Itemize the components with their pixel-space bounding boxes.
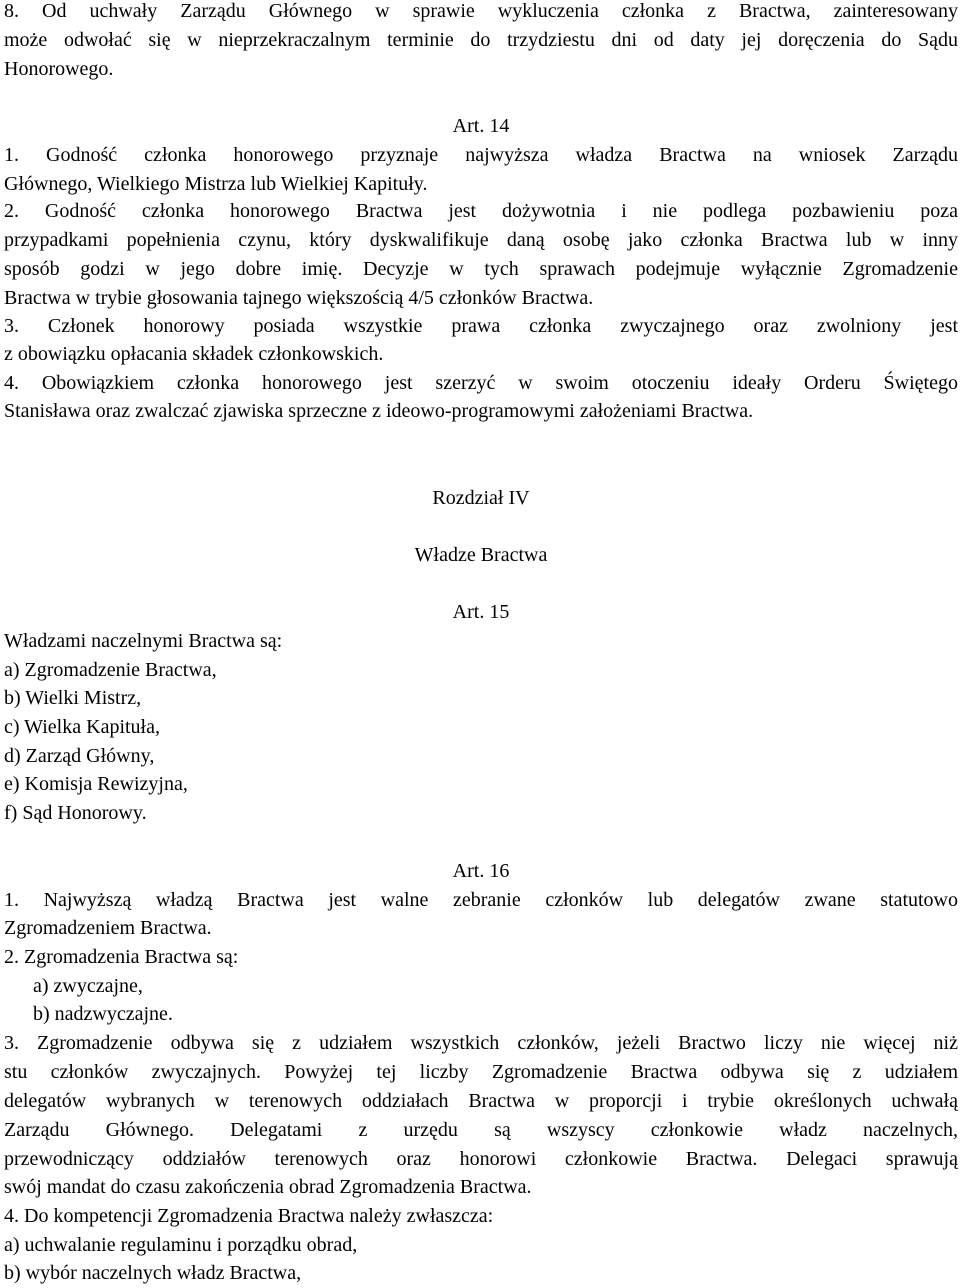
chapter-number: Rozdział IV bbox=[432, 487, 530, 509]
art13-para8-line2: może odwołać się w nieprzekraczalnym terminie do trzydziestu dni od daty jej doręczenia do Sądu bbox=[4, 29, 958, 51]
art16-line: Zgromadzeniem Bractwa. bbox=[4, 917, 212, 939]
art13-para8-line1: 8. Od uchwały Zarządu Głównego w sprawie wykluczenia członka z Bractwa, zainteresowany bbox=[4, 0, 958, 22]
art16-line: 4. Do kompetencji Zgromadzenia Bractwa należy zwłaszcza: bbox=[4, 1205, 494, 1227]
art14-line: 3. Członek honorowy posiada wszystkie prawa członka zwyczajnego oraz zwolniony jest bbox=[4, 315, 958, 337]
art16-list-item: a) uchwalanie regulaminu i porządku obrad, bbox=[4, 1234, 358, 1256]
art16-list-item: b) nadzwyczajne. bbox=[33, 1003, 173, 1025]
art15-list-item: d) Zarząd Główny, bbox=[4, 745, 155, 767]
art14-line: Głównego, Wielkiego Mistrza lub Wielkiej Kapituły. bbox=[4, 173, 428, 195]
art15-list-item: f) Sąd Honorowy. bbox=[4, 802, 147, 824]
art16-line: przewodniczący oddziałów terenowych oraz honorowi członkowie Bractwa. Delegaci sprawują bbox=[4, 1148, 958, 1170]
art14-heading: Art. 14 bbox=[452, 115, 510, 137]
art14-line: 1. Godność członka honorowego przyznaje najwyższa władza Bractwa na wniosek Zarządu bbox=[4, 144, 958, 166]
art15-list-item: c) Wielka Kapituła, bbox=[4, 716, 160, 738]
art15-line: Władzami naczelnymi Bractwa są: bbox=[4, 630, 283, 652]
art14-line: Bractwa w trybie głosowania tajnego większością 4/5 członków Bractwa. bbox=[4, 287, 594, 309]
art16-line: 3. Zgromadzenie odbywa się z udziałem wszystkich członków, jeżeli Bractwo liczy nie więcej niż bbox=[4, 1032, 958, 1054]
art15-list-item: b) Wielki Mistrz, bbox=[4, 687, 142, 709]
art16-line: swój mandat do czasu zakończenia obrad Zgromadzenia Bractwa. bbox=[4, 1176, 532, 1198]
art15-list-item: a) Zgromadzenie Bractwa, bbox=[4, 659, 217, 681]
art16-heading: Art. 16 bbox=[452, 860, 510, 882]
art14-line: 4. Obowiązkiem członka honorowego jest szerzyć w swoim otoczeniu ideały Orderu Świętego bbox=[4, 372, 958, 394]
art16-list-item: a) zwyczajne, bbox=[33, 975, 143, 997]
art14-line: przypadkami popełnienia czynu, który dyskwalifikuje daną osobę jako członka Bractwa lub w inny bbox=[4, 229, 958, 251]
art16-line: 1. Najwyższą władzą Bractwa jest walne zebranie członków lub delegatów zwane statutowo bbox=[4, 889, 958, 911]
art14-line: z obowiązku opłacania składek członkowskich. bbox=[4, 343, 384, 365]
art15-list-item: e) Komisja Rewizyjna, bbox=[4, 773, 188, 795]
art16-list-item: b) wybór naczelnych władz Bractwa, bbox=[4, 1262, 302, 1284]
art14-line: sposób godzi w jego dobre imię. Decyzje w tych sprawach podejmuje wyłącznie Zgromadzenie bbox=[4, 258, 958, 280]
art16-line: stu członków zwyczajnych. Powyżej tej liczby Zgromadzenie Bractwa odbywa się z udziałem bbox=[4, 1061, 958, 1083]
art13-para8-line3: Honorowego. bbox=[4, 58, 114, 80]
art16-line: delegatów wybranych w terenowych oddziałach Bractwa w proporcji i trybie określonych uchwałą bbox=[4, 1090, 958, 1112]
art16-line: 2. Zgromadzenia Bractwa są: bbox=[4, 946, 239, 968]
art15-heading: Art. 15 bbox=[452, 601, 510, 623]
art14-line: Stanisława oraz zwalczać zjawiska sprzeczne z ideowo-programowymi założeniami Bractwa. bbox=[4, 400, 754, 422]
art14-line: 2. Godność członka honorowego Bractwa jest dożywotnia i nie podlega pozbawieniu poza bbox=[4, 200, 958, 222]
art16-line: Zarządu Głównego. Delegatami z urzędu są wszyscy członkowie władz naczelnych, bbox=[4, 1119, 958, 1141]
chapter-title: Władze Bractwa bbox=[414, 544, 548, 566]
